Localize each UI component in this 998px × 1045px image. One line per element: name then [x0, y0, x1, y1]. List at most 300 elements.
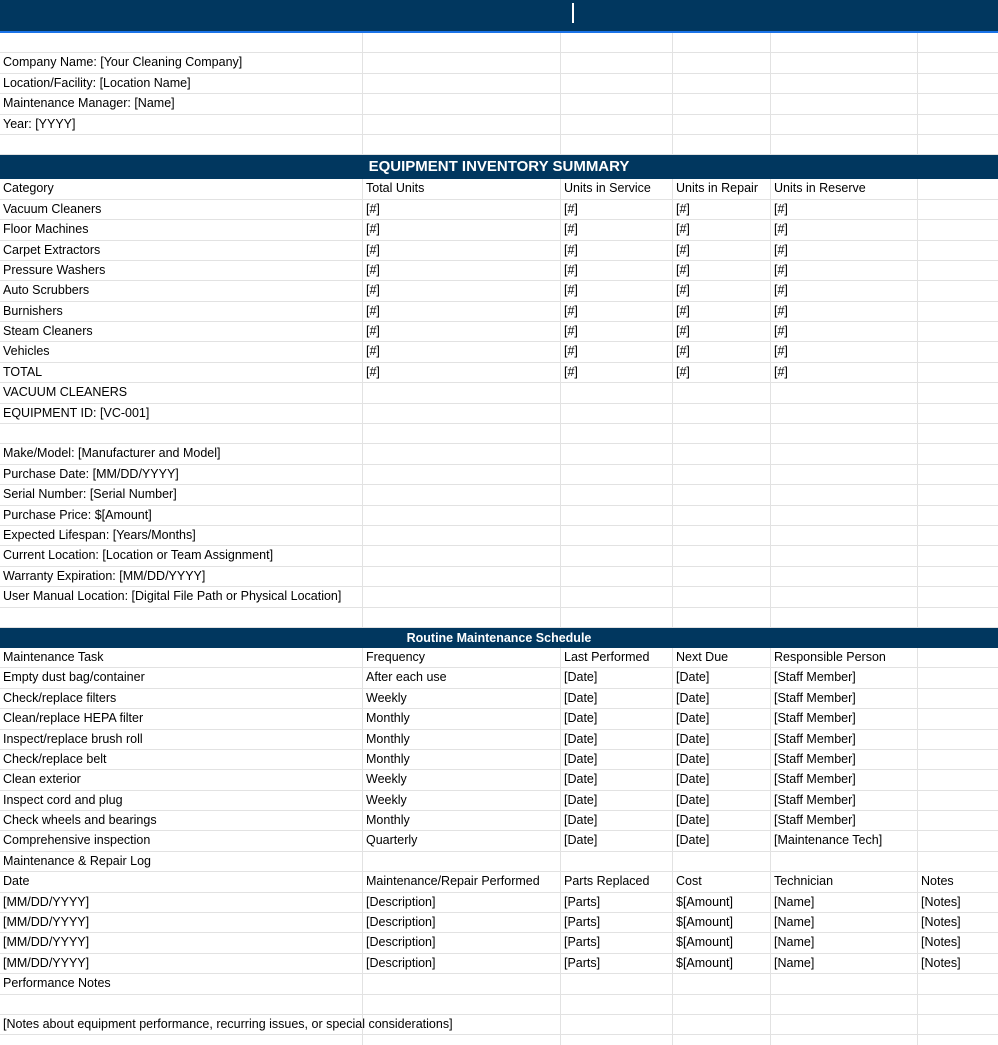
cell[interactable]: [#] — [771, 281, 918, 300]
notes-text-cell[interactable]: [Notes about equipment performance, recurring issues, or special considerations] — [0, 1015, 363, 1034]
table-row — [0, 811, 998, 831]
cell[interactable]: After each use — [363, 668, 561, 687]
cell[interactable]: [#] — [363, 281, 561, 300]
cell[interactable] — [673, 465, 771, 484]
detail-cell[interactable]: Purchase Price: $[Amount] — [0, 506, 363, 525]
cell[interactable]: [#] — [771, 200, 918, 219]
cell[interactable]: Vehicles — [0, 342, 363, 361]
cell[interactable] — [673, 567, 771, 586]
cell[interactable]: Monthly — [363, 730, 561, 749]
cell[interactable] — [0, 424, 363, 443]
detail-cell[interactable]: Purchase Date: [MM/DD/YYYY] — [0, 465, 363, 484]
table-row — [0, 893, 998, 913]
cell[interactable]: Clean exterior — [0, 770, 363, 789]
cell[interactable]: Empty dust bag/container — [0, 668, 363, 687]
cell[interactable] — [673, 506, 771, 525]
cell[interactable] — [771, 608, 918, 627]
cell[interactable]: Monthly — [363, 750, 561, 769]
cell[interactable] — [771, 852, 918, 871]
cell[interactable]: Units in Reserve — [771, 179, 918, 198]
cell[interactable]: [#] — [771, 261, 918, 280]
cell[interactable] — [918, 94, 998, 113]
cell[interactable] — [561, 608, 673, 627]
cell[interactable]: [#] — [673, 241, 771, 260]
cell[interactable]: [Parts] — [561, 954, 673, 973]
cell[interactable] — [0, 1035, 363, 1045]
cell[interactable]: [Description] — [363, 954, 561, 973]
cell[interactable] — [918, 74, 998, 93]
cell[interactable]: [Date] — [673, 791, 771, 810]
cell[interactable]: Notes — [921, 874, 954, 889]
cell[interactable] — [673, 1035, 771, 1045]
cell[interactable] — [363, 383, 561, 402]
cell[interactable]: Comprehensive inspection — [0, 831, 363, 850]
cell[interactable]: Check/replace filters — [0, 689, 363, 708]
location-cell[interactable]: Location/Facility: [Location Name] — [0, 74, 363, 93]
cell[interactable]: [MM/DD/YYYY] — [0, 893, 363, 912]
cell[interactable]: Cost — [673, 872, 771, 891]
cell[interactable] — [363, 995, 561, 1014]
detail-cell[interactable]: User Manual Location: [Digital File Path or Physical Location] — [0, 587, 363, 606]
cell[interactable]: [#] — [561, 241, 673, 260]
cell[interactable] — [918, 53, 998, 72]
cell[interactable]: [#] — [363, 220, 561, 239]
cell[interactable] — [918, 974, 998, 993]
cell[interactable]: [Date] — [561, 811, 673, 830]
cell[interactable] — [771, 546, 918, 565]
cell[interactable]: [Date] — [561, 750, 673, 769]
cell[interactable]: [Staff Member] — [771, 709, 918, 728]
cell[interactable]: [Date] — [673, 770, 771, 789]
cell[interactable] — [561, 135, 673, 154]
cell[interactable]: [Date] — [673, 831, 771, 850]
cell[interactable] — [918, 404, 998, 423]
cell[interactable] — [771, 1035, 918, 1045]
cell[interactable] — [561, 424, 673, 443]
cell[interactable]: [Notes] — [921, 915, 961, 930]
cell[interactable] — [918, 342, 998, 361]
cell[interactable] — [363, 485, 561, 504]
cell[interactable]: [Date] — [561, 709, 673, 728]
cell[interactable] — [918, 770, 998, 789]
cell[interactable] — [363, 53, 561, 72]
cell[interactable]: [Staff Member] — [771, 811, 918, 830]
cell[interactable] — [673, 526, 771, 545]
cell[interactable] — [0, 608, 363, 627]
cell[interactable] — [771, 974, 918, 993]
cell[interactable] — [673, 485, 771, 504]
cell[interactable] — [918, 115, 998, 134]
cell[interactable]: [#] — [673, 261, 771, 280]
cell[interactable] — [673, 1015, 771, 1034]
cell[interactable]: Inspect/replace brush roll — [0, 730, 363, 749]
cell[interactable] — [918, 608, 998, 627]
equipment-section-label[interactable]: VACUUM CLEANERS — [0, 383, 363, 402]
cell[interactable]: [#] — [363, 363, 561, 382]
notes-title[interactable]: Performance Notes — [0, 974, 363, 993]
cell[interactable] — [918, 689, 998, 708]
cell[interactable] — [918, 383, 998, 402]
cell[interactable] — [918, 33, 998, 52]
cell[interactable] — [918, 179, 998, 198]
year-cell[interactable]: Year: [YYYY] — [0, 115, 363, 134]
cell[interactable]: Last Performed — [561, 648, 673, 667]
cell[interactable] — [918, 709, 998, 728]
cell[interactable]: [Date] — [561, 791, 673, 810]
cell[interactable] — [918, 648, 998, 667]
cell[interactable]: Date — [0, 872, 363, 891]
cell[interactable] — [363, 587, 561, 606]
cell[interactable] — [673, 383, 771, 402]
cell[interactable] — [918, 831, 998, 850]
cell[interactable] — [363, 1015, 561, 1034]
cell[interactable]: [Date] — [673, 689, 771, 708]
cell[interactable]: [MM/DD/YYYY] — [0, 933, 363, 952]
cell[interactable] — [0, 33, 363, 52]
cell[interactable]: [Staff Member] — [771, 770, 918, 789]
detail-cell[interactable]: Warranty Expiration: [MM/DD/YYYY] — [0, 567, 363, 586]
cell[interactable]: Weekly — [363, 791, 561, 810]
cell[interactable]: [#] — [771, 322, 918, 341]
cell[interactable] — [918, 852, 998, 871]
cell[interactable] — [561, 546, 673, 565]
cell[interactable]: [#] — [561, 363, 673, 382]
cell[interactable] — [561, 974, 673, 993]
cell[interactable] — [561, 506, 673, 525]
cell[interactable] — [771, 567, 918, 586]
cell[interactable] — [771, 506, 918, 525]
cell[interactable]: [#] — [363, 342, 561, 361]
detail-cell[interactable]: Serial Number: [Serial Number] — [0, 485, 363, 504]
cell[interactable] — [363, 135, 561, 154]
cell[interactable]: Responsible Person — [771, 648, 918, 667]
cell[interactable] — [918, 668, 998, 687]
cell[interactable] — [673, 404, 771, 423]
cell[interactable] — [918, 567, 998, 586]
cell[interactable]: Carpet Extractors — [0, 241, 363, 260]
cell[interactable] — [363, 74, 561, 93]
cell[interactable] — [363, 1035, 561, 1045]
cell[interactable] — [771, 1015, 918, 1034]
cell[interactable] — [918, 322, 998, 341]
cell[interactable]: Clean/replace HEPA filter — [0, 709, 363, 728]
cell[interactable]: [Description] — [363, 913, 561, 932]
cell[interactable]: [Parts] — [561, 913, 673, 932]
cell[interactable]: [Description] — [363, 933, 561, 952]
cell[interactable] — [771, 135, 918, 154]
cell[interactable]: $[Amount] — [673, 933, 771, 952]
cell[interactable]: Parts Replaced — [561, 872, 673, 891]
cell[interactable]: [Parts] — [561, 893, 673, 912]
cell[interactable] — [561, 852, 673, 871]
equipment-id-cell[interactable]: EQUIPMENT ID: [VC-001] — [0, 404, 363, 423]
cell[interactable] — [561, 404, 673, 423]
cell[interactable] — [918, 587, 998, 606]
cell[interactable]: [Name] — [771, 893, 918, 912]
sheet-row — [0, 1015, 998, 1035]
cell[interactable] — [771, 465, 918, 484]
cell[interactable]: Total Units — [363, 179, 561, 198]
cell[interactable]: [Date] — [673, 709, 771, 728]
inventory-title: EQUIPMENT INVENTORY SUMMARY — [368, 158, 630, 176]
cell[interactable] — [363, 526, 561, 545]
table-row — [0, 220, 998, 240]
cell[interactable] — [771, 587, 918, 606]
cell[interactable] — [561, 567, 673, 586]
cell[interactable] — [561, 485, 673, 504]
sheet-row — [0, 404, 998, 424]
cell[interactable] — [561, 74, 673, 93]
cell[interactable]: [MM/DD/YYYY] — [0, 913, 363, 932]
cell[interactable]: Auto Scrubbers — [0, 281, 363, 300]
cell[interactable] — [363, 94, 561, 113]
cell[interactable] — [918, 995, 998, 1014]
cell[interactable] — [561, 33, 673, 52]
cell[interactable] — [918, 465, 998, 484]
cell[interactable] — [363, 404, 561, 423]
cell[interactable] — [771, 53, 918, 72]
cell[interactable]: [#] — [673, 200, 771, 219]
cell[interactable] — [561, 1015, 673, 1034]
schedule-header-row[interactable] — [0, 628, 998, 648]
cell[interactable]: $[Amount] — [673, 893, 771, 912]
cell[interactable]: [Notes] — [921, 955, 961, 970]
cell[interactable]: Check wheels and bearings — [0, 811, 363, 830]
cell[interactable]: Monthly — [363, 709, 561, 728]
cell[interactable]: [#] — [771, 220, 918, 239]
cell[interactable]: Frequency — [363, 648, 561, 667]
cell[interactable]: [Name] — [771, 933, 918, 952]
cell[interactable] — [363, 506, 561, 525]
cell[interactable]: [Date] — [561, 770, 673, 789]
cell[interactable]: Monthly — [363, 811, 561, 830]
cell[interactable] — [673, 115, 771, 134]
cell[interactable] — [918, 485, 998, 504]
cell[interactable]: [Staff Member] — [771, 750, 918, 769]
cell[interactable]: [Name] — [771, 954, 918, 973]
cell[interactable]: Maintenance/Repair Performed — [363, 872, 561, 891]
cell[interactable]: [#] — [561, 302, 673, 321]
cell[interactable] — [918, 750, 998, 769]
cell[interactable]: [Notes] — [921, 935, 961, 950]
cell[interactable]: Weekly — [363, 770, 561, 789]
cell[interactable] — [363, 444, 561, 463]
cell[interactable] — [673, 33, 771, 52]
cell[interactable]: Quarterly — [363, 831, 561, 850]
cell[interactable]: [#] — [363, 241, 561, 260]
cell[interactable]: [#] — [561, 220, 673, 239]
cell[interactable]: [#] — [673, 302, 771, 321]
cell[interactable] — [771, 115, 918, 134]
cell[interactable] — [771, 485, 918, 504]
cell[interactable] — [771, 526, 918, 545]
cell[interactable]: [#] — [561, 322, 673, 341]
log-title[interactable]: Maintenance & Repair Log — [0, 852, 363, 871]
cell[interactable]: [#] — [673, 281, 771, 300]
cell[interactable] — [673, 587, 771, 606]
cell[interactable] — [363, 608, 561, 627]
cell[interactable] — [673, 546, 771, 565]
cell[interactable] — [561, 995, 673, 1014]
cell[interactable] — [918, 1035, 998, 1045]
cell[interactable] — [561, 444, 673, 463]
cell[interactable] — [363, 465, 561, 484]
cell[interactable]: Steam Cleaners — [0, 322, 363, 341]
cell[interactable] — [561, 465, 673, 484]
cell[interactable] — [561, 383, 673, 402]
cell[interactable]: [#] — [363, 322, 561, 341]
cell[interactable] — [673, 94, 771, 113]
cell[interactable]: [#] — [673, 220, 771, 239]
cell[interactable]: Next Due — [673, 648, 771, 667]
cell[interactable] — [561, 94, 673, 113]
cell[interactable]: [#] — [363, 261, 561, 280]
cell[interactable]: [#] — [561, 200, 673, 219]
cell[interactable]: [Name] — [771, 913, 918, 932]
cell[interactable] — [771, 33, 918, 52]
cell[interactable] — [771, 383, 918, 402]
cell[interactable]: [Date] — [673, 811, 771, 830]
cell[interactable] — [918, 1015, 998, 1034]
cell[interactable]: [Description] — [363, 893, 561, 912]
cell[interactable]: Vacuum Cleaners — [0, 200, 363, 219]
cell[interactable]: Check/replace belt — [0, 750, 363, 769]
cell[interactable] — [918, 730, 998, 749]
cell[interactable]: [Staff Member] — [771, 668, 918, 687]
cell[interactable] — [673, 74, 771, 93]
cell[interactable] — [918, 546, 998, 565]
cell[interactable] — [363, 852, 561, 871]
cell[interactable]: [#] — [363, 200, 561, 219]
cell[interactable] — [918, 363, 998, 382]
cell[interactable] — [771, 424, 918, 443]
detail-cell[interactable]: Expected Lifespan: [Years/Months] — [0, 526, 363, 545]
cell[interactable] — [363, 115, 561, 134]
cell[interactable] — [918, 281, 998, 300]
cell[interactable]: [#] — [771, 363, 918, 382]
cell[interactable]: Inspect cord and plug — [0, 791, 363, 810]
cell[interactable]: [MM/DD/YYYY] — [0, 954, 363, 973]
cell[interactable]: [#] — [673, 342, 771, 361]
cell[interactable]: [Staff Member] — [771, 791, 918, 810]
manager-cell[interactable]: Maintenance Manager: [Name] — [0, 94, 363, 113]
cell[interactable] — [673, 424, 771, 443]
cell[interactable] — [771, 94, 918, 113]
cell[interactable] — [771, 404, 918, 423]
cell[interactable]: Burnishers — [0, 302, 363, 321]
cell[interactable] — [918, 424, 998, 443]
cell[interactable] — [363, 974, 561, 993]
cell[interactable] — [918, 506, 998, 525]
cell[interactable]: [#] — [771, 241, 918, 260]
detail-cell[interactable]: Current Location: [Location or Team Assignment] — [0, 546, 363, 565]
cell[interactable]: Floor Machines — [0, 220, 363, 239]
cell[interactable] — [918, 302, 998, 321]
cell[interactable] — [673, 608, 771, 627]
cell[interactable]: [Maintenance Tech] — [771, 831, 918, 850]
cell[interactable] — [561, 587, 673, 606]
cell[interactable]: [#] — [673, 363, 771, 382]
cell[interactable]: [Date] — [561, 689, 673, 708]
inventory-header-row[interactable] — [0, 155, 998, 179]
cell[interactable]: Technician — [771, 872, 918, 891]
cell[interactable]: $[Amount] — [673, 954, 771, 973]
cell[interactable] — [918, 135, 998, 154]
cell[interactable] — [771, 74, 918, 93]
cell[interactable] — [561, 115, 673, 134]
cell[interactable]: [Date] — [561, 730, 673, 749]
cell[interactable]: Units in Repair — [673, 179, 771, 198]
cell[interactable] — [918, 444, 998, 463]
cell[interactable] — [918, 526, 998, 545]
cell[interactable] — [918, 791, 998, 810]
detail-cell[interactable]: Make/Model: [Manufacturer and Model] — [0, 444, 363, 463]
cell[interactable]: [Date] — [673, 730, 771, 749]
cell[interactable]: [Parts] — [561, 933, 673, 952]
cell[interactable]: [Date] — [673, 668, 771, 687]
cell[interactable]: Weekly — [363, 689, 561, 708]
cell[interactable] — [918, 241, 998, 260]
company-name-cell[interactable]: Company Name: [Your Cleaning Company] — [0, 53, 363, 72]
cell[interactable] — [673, 852, 771, 871]
cell[interactable] — [918, 200, 998, 219]
cell[interactable] — [771, 444, 918, 463]
cell[interactable]: [#] — [673, 322, 771, 341]
cell[interactable]: [Staff Member] — [771, 689, 918, 708]
cell[interactable] — [561, 526, 673, 545]
cell[interactable]: [#] — [561, 261, 673, 280]
cell[interactable] — [918, 220, 998, 239]
cell[interactable]: [Date] — [561, 668, 673, 687]
cell[interactable] — [363, 424, 561, 443]
cell[interactable]: TOTAL — [0, 363, 363, 382]
cell[interactable]: [#] — [363, 302, 561, 321]
title-banner-cell[interactable] — [0, 0, 998, 33]
cell[interactable]: Maintenance Task — [0, 648, 363, 667]
table-row — [0, 322, 998, 342]
cell[interactable]: [Date] — [673, 750, 771, 769]
cell[interactable] — [363, 567, 561, 586]
table-row — [0, 281, 998, 301]
cell[interactable]: [Notes] — [921, 894, 961, 909]
cell[interactable]: [Staff Member] — [771, 730, 918, 749]
cell[interactable]: Pressure Washers — [0, 261, 363, 280]
cell[interactable]: $[Amount] — [673, 913, 771, 932]
cell[interactable] — [0, 135, 363, 154]
cell[interactable]: Category — [0, 179, 363, 198]
cell[interactable] — [561, 53, 673, 72]
cell[interactable] — [918, 811, 998, 830]
cell[interactable]: [#] — [561, 281, 673, 300]
cell[interactable] — [918, 261, 998, 280]
cell[interactable] — [673, 995, 771, 1014]
cell[interactable]: [#] — [771, 342, 918, 361]
cell[interactable] — [363, 33, 561, 52]
cell[interactable]: [#] — [771, 302, 918, 321]
cell[interactable] — [561, 1035, 673, 1045]
cell[interactable] — [673, 974, 771, 993]
cell[interactable]: Units in Service — [561, 179, 673, 198]
cell[interactable] — [673, 135, 771, 154]
cell[interactable] — [363, 546, 561, 565]
cell[interactable]: [Date] — [561, 831, 673, 850]
cell[interactable] — [771, 995, 918, 1014]
cell[interactable]: [#] — [561, 342, 673, 361]
log-table — [0, 872, 998, 974]
cell[interactable] — [673, 444, 771, 463]
cell[interactable] — [0, 995, 363, 1014]
cell[interactable] — [673, 53, 771, 72]
